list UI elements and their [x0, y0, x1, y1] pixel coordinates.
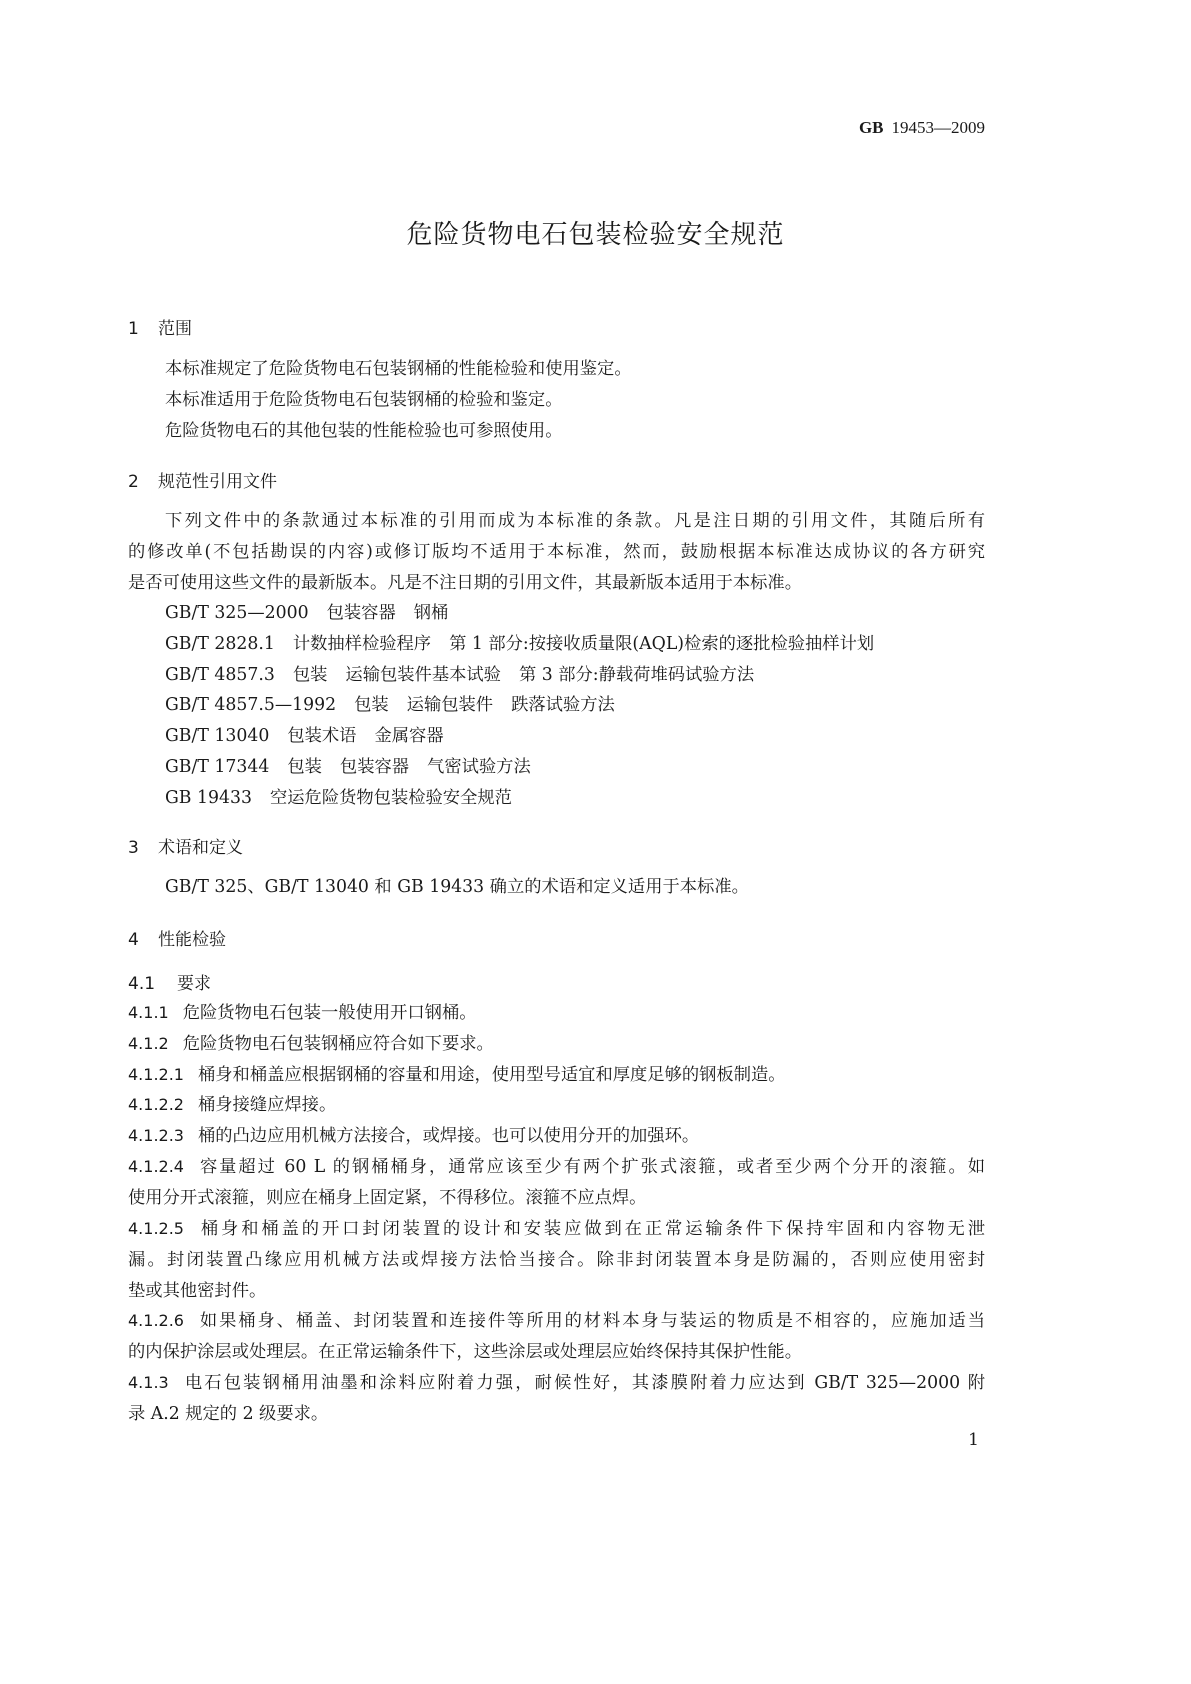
clause — [128, 997, 985, 1029]
clause — [128, 1151, 985, 1214]
section-1-paragraph: 本标准规定了危险货物电石包装钢桶的性能检验和使用鉴定。 — [165, 359, 632, 379]
reference-item — [165, 690, 633, 721]
reference-title-part: 包装容器 — [326, 603, 396, 623]
reference-title-part: 包装容器 — [339, 757, 410, 777]
clause — [128, 1059, 985, 1091]
clause-number: 4.1.1 — [128, 1003, 169, 1022]
reference-code: GB/T 4857.5—1992 — [165, 695, 337, 716]
section-1-paragraph: 本标准适用于危险货物电石包装钢桶的检验和鉴定。 — [165, 390, 563, 410]
clause-number: 4.1.2 — [128, 1033, 169, 1053]
clause-line: 4.1.3 电石包装钢桶用油墨和涂料应附着力强，耐候性好，其漆膜附着力应达到 GB/T 325—2000 附 — [128, 1372, 985, 1393]
clause — [128, 1089, 985, 1121]
reference-title-part: 金属容器 — [374, 726, 444, 747]
clause-line: 4.1.2.1 桶身和桶盖应根据钢桶的容量和用途，使用型号适宜和厚度足够的钢板制造。 — [128, 1064, 786, 1085]
reference-item — [165, 598, 466, 629]
clause — [128, 1213, 985, 1307]
section-4-heading: 4 性能检验 — [128, 930, 226, 950]
reference-item — [165, 660, 772, 691]
reference-title-part: 计数抽样检验程序 — [292, 633, 432, 654]
clause-line: 4.1.2.4 容量超过 60 L 的钢桶桶身，通常应该至少有两个扩张式滚箍，或者至少两个分开的滚箍。如 — [128, 1157, 985, 1177]
reference-title-part: 运输包装件 — [406, 695, 494, 716]
clause-line: 漏。封闭装置凸缘应用机械方法或焊接方法恰当接合。除非封闭装置本身是防漏的，否则应使用密封 — [128, 1249, 985, 1270]
clause-line: 使用分开式滚箍，则应在桶身上固定紧，不得移位。滚箍不应点焊。 — [128, 1188, 647, 1208]
clause-line: 的内保护涂层或处理层。在正常运输条件下，这些涂层或处理层应始终保持其保护性能。 — [128, 1342, 802, 1362]
section-2-intro: 下列文件中的条款通过本标准的引用而成为本标准的条款。凡是注日期的引用文件，其随后所有 的修改单(不包括勘误的内容)或修订版均不适用于本标准，然而，鼓励根据本标准达成协议的各方研究 是否可使用这些文件的最新版本。凡是不注日期的引用文件，其最新版本适用于本标准。 — [128, 511, 985, 593]
standard-number: GB 19453—2009 — [858, 118, 985, 137]
section-3-paragraph: GB/T 325、GB/T 13040 和 GB 19433 确立的术语和定义适用于本标准。 — [165, 877, 749, 897]
clause-line: 4.1.1 危险货物电石包装一般使用开口钢桶。 — [128, 1003, 477, 1023]
reference-title-part: 空运危险货物包装检验安全规范 — [269, 787, 512, 808]
clause-line: 4.1.2 危险货物电石包装钢桶应符合如下要求。 — [128, 1033, 494, 1054]
section-1-heading: 1 范围 — [128, 319, 192, 339]
clause-number: 4.1.2.1 — [128, 1064, 184, 1084]
clause — [128, 1305, 985, 1368]
reference-item — [165, 783, 530, 814]
reference-title-part: 钢桶 — [413, 603, 449, 623]
reference-code: GB 19433 — [165, 787, 252, 808]
section-2-heading: 2 规范性引用文件 — [128, 472, 277, 492]
reference-title-part: 包装 — [292, 664, 328, 685]
section-1-paragraph: 危险货物电石的其他包装的性能检验也可参照使用。 — [165, 421, 563, 441]
reference-title-part: 气密试验方法 — [427, 757, 531, 777]
reference-code: GB/T 4857.3 — [165, 664, 275, 685]
reference-title-part: 第 3 部分:静载荷堆码试验方法 — [518, 664, 755, 685]
clause — [128, 1120, 985, 1152]
clause-line: 4.1.2.5 桶身和桶盖的开口封闭装置的设计和安装应做到在正常运输条件下保持牢固和内容物无泄 — [128, 1218, 985, 1239]
clause-number: 4.1.3 — [128, 1372, 169, 1392]
reference-code: GB/T 17344 — [165, 757, 270, 777]
clause-line: 4.1.2.6 如果桶身、桶盖、封闭装置和连接件等所用的材料本身与装运的物质是不相容的，应施加适当 — [128, 1311, 985, 1331]
section-3-heading: 3 术语和定义 — [128, 838, 243, 858]
reference-code: GB/T 325—2000 — [165, 603, 309, 623]
clause-number: 4.1.2.5 — [128, 1218, 184, 1238]
clause-line: 4.1.2.2 桶身接缝应焊接。 — [128, 1095, 337, 1116]
clause-number: 4.1.2.2 — [128, 1095, 184, 1115]
reference-item — [165, 752, 549, 783]
reference-title-part: 跌落试验方法 — [511, 695, 615, 716]
reference-code: GB/T 2828.1 — [165, 633, 275, 654]
clause — [128, 1367, 985, 1430]
clause-line: 垫或其他密封件。 — [128, 1280, 267, 1301]
reference-title-part: 第 1 部分:按接收质量限(AQL)检索的逐批检验抽样计划 — [449, 633, 875, 654]
clause-number: 4.1.2.4 — [128, 1157, 184, 1176]
clause-line: 录 A.2 规定的 2 级要求。 — [128, 1403, 329, 1424]
document-title: 危险货物电石包装检验安全规范 — [406, 220, 785, 250]
clause-line: 4.1.2.3 桶的凸边应用机械方法接合，或焊接。也可以使用分开的加强环。 — [128, 1126, 700, 1147]
reference-item — [165, 629, 892, 660]
reference-code: GB/T 13040 — [165, 726, 270, 747]
subsection-4-1-heading: 4.1 要求 — [128, 974, 212, 994]
clause-number: 4.1.2.6 — [128, 1311, 184, 1330]
page-number: 1 — [968, 1430, 979, 1450]
reference-title-part: 包装 — [354, 695, 389, 716]
clause — [128, 1028, 985, 1060]
clause-number: 4.1.2.3 — [128, 1126, 184, 1146]
reference-item — [165, 721, 462, 752]
reference-title-part: 包装 — [287, 757, 322, 777]
reference-title-part: 运输包装件基本试验 — [345, 664, 501, 685]
reference-title-part: 包装术语 — [287, 726, 357, 747]
